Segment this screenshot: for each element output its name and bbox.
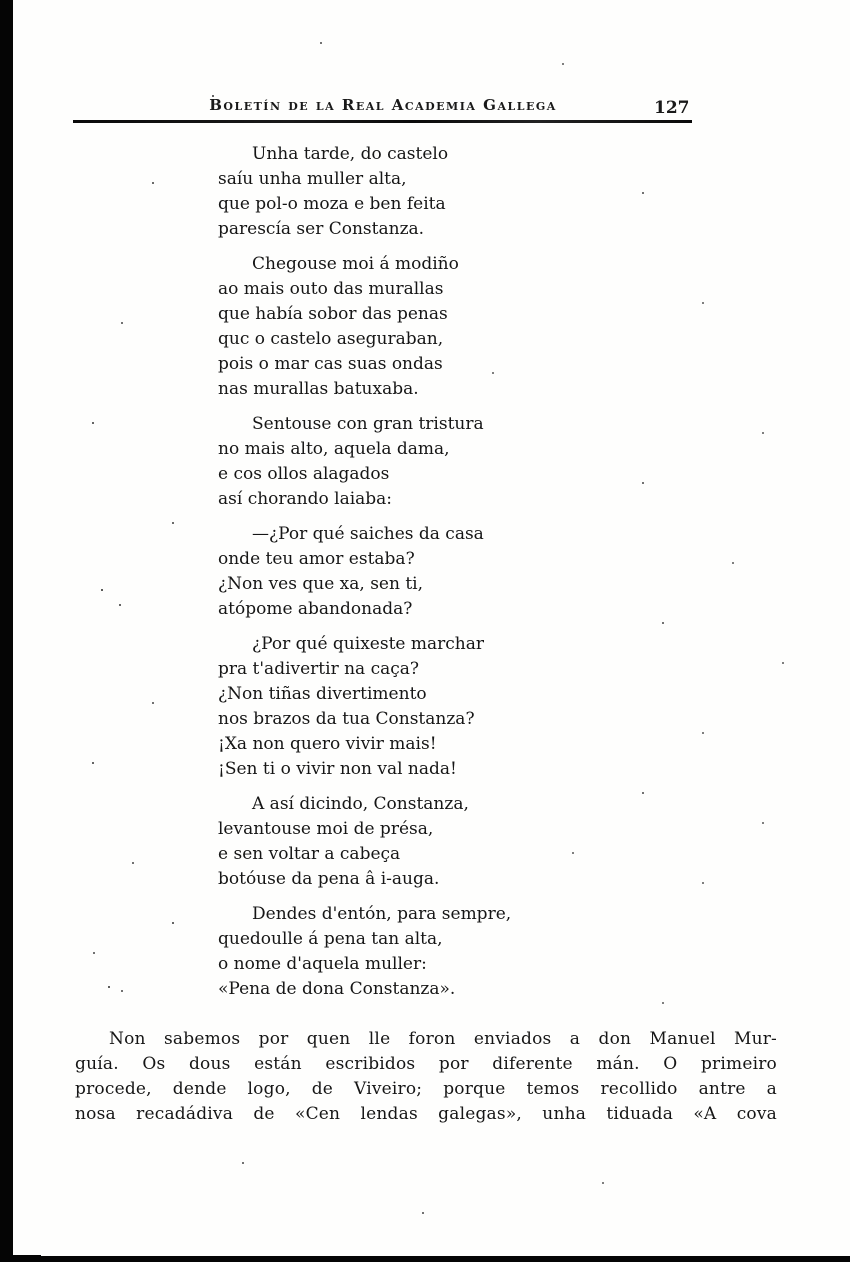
poem-line: pra t'adivertir na caça?	[218, 659, 420, 679]
poem-line: que había sobor das penas	[218, 304, 448, 324]
poem-line: ¿Por qué quixeste marchar	[252, 634, 484, 654]
poem-line: Sentouse con gran tristura	[252, 414, 484, 434]
poem-line: nos brazos da tua Constanza?	[218, 709, 475, 729]
paragraph-line: nosa recadádiva de «Cen lendas galegas», unha tiduada «A cova	[75, 1104, 777, 1124]
poem-line: atópome abandonada?	[218, 599, 413, 619]
header-rule	[73, 120, 692, 123]
poem-line: Chegouse moi á modiño	[252, 254, 459, 274]
page-number: 127	[654, 98, 690, 118]
journal-title: Boletín de la Real Academia Gallega	[209, 96, 557, 114]
poem-line: e sen voltar a cabeça	[218, 844, 401, 864]
poem-line: ¡Sen ti o vivir non val nada!	[218, 759, 457, 779]
poem-line: nas murallas batuxaba.	[218, 379, 419, 399]
poem	[218, 142, 511, 1012]
poem-line: onde teu amor estaba?	[218, 549, 415, 569]
poem-line: A así dicindo, Constanza,	[252, 794, 469, 814]
poem-line: Dendes d'entón, para sempre,	[252, 904, 512, 924]
poem-line: no mais alto, aquela dama,	[218, 439, 450, 459]
poem-line: ¿Non tiñas divertimento	[218, 684, 427, 704]
poem-stanza-3	[218, 412, 511, 512]
poem-line: saíu unha muller alta,	[218, 169, 407, 189]
poem-line: «Pena de dona Constanza».	[218, 979, 456, 999]
closing-paragraph	[75, 1027, 777, 1127]
poem-line: parescía ser Constanza.	[218, 219, 425, 239]
poem-stanza-2	[218, 252, 511, 402]
poem-line: así chorando laiaba:	[218, 489, 393, 509]
poem-stanza-6	[218, 792, 511, 892]
poem-line: levantouse moi de présa,	[218, 819, 434, 839]
poem-line: que pol-o moza e ben feita	[218, 194, 446, 214]
scan-edge-left-bar	[0, 0, 13, 1262]
poem-line: Unha tarde, do castelo	[252, 144, 449, 164]
poem-line: botóuse da pena â i-auga.	[218, 869, 440, 889]
poem-line: ao mais outo das murallas	[218, 279, 444, 299]
poem-line: quc o castelo aseguraban,	[218, 329, 444, 349]
poem-line: quedoulle á pena tan alta,	[218, 929, 443, 949]
poem-line: ¡Xa non quero vivir mais!	[218, 734, 437, 754]
scan-noise-speckles	[0, 0, 2, 2]
poem-stanza-1	[218, 142, 511, 242]
poem-line: o nome d'aquela muller:	[218, 954, 427, 974]
poem-line: e cos ollos alagados	[218, 464, 390, 484]
poem-stanza-7	[218, 902, 511, 1002]
poem-line: ¿Non ves que xa, sen ti,	[218, 574, 424, 594]
paragraph-line: procede, dende logo, de Viveiro; porque temos recollido antre a	[75, 1079, 777, 1099]
poem-stanza-5	[218, 632, 511, 782]
scan-edge-bottom-bar	[0, 1256, 850, 1262]
paragraph-line: guía. Os dous están escribidos por diferente mán. O primeiro	[75, 1054, 777, 1074]
poem-line: pois o mar cas suas ondas	[218, 354, 443, 374]
paragraph-line: Non sabemos por quen lle foron enviados a don Manuel Mur-	[109, 1029, 777, 1049]
poem-stanza-4	[218, 522, 511, 622]
poem-line: —¿Por qué saiches da casa	[252, 524, 484, 544]
